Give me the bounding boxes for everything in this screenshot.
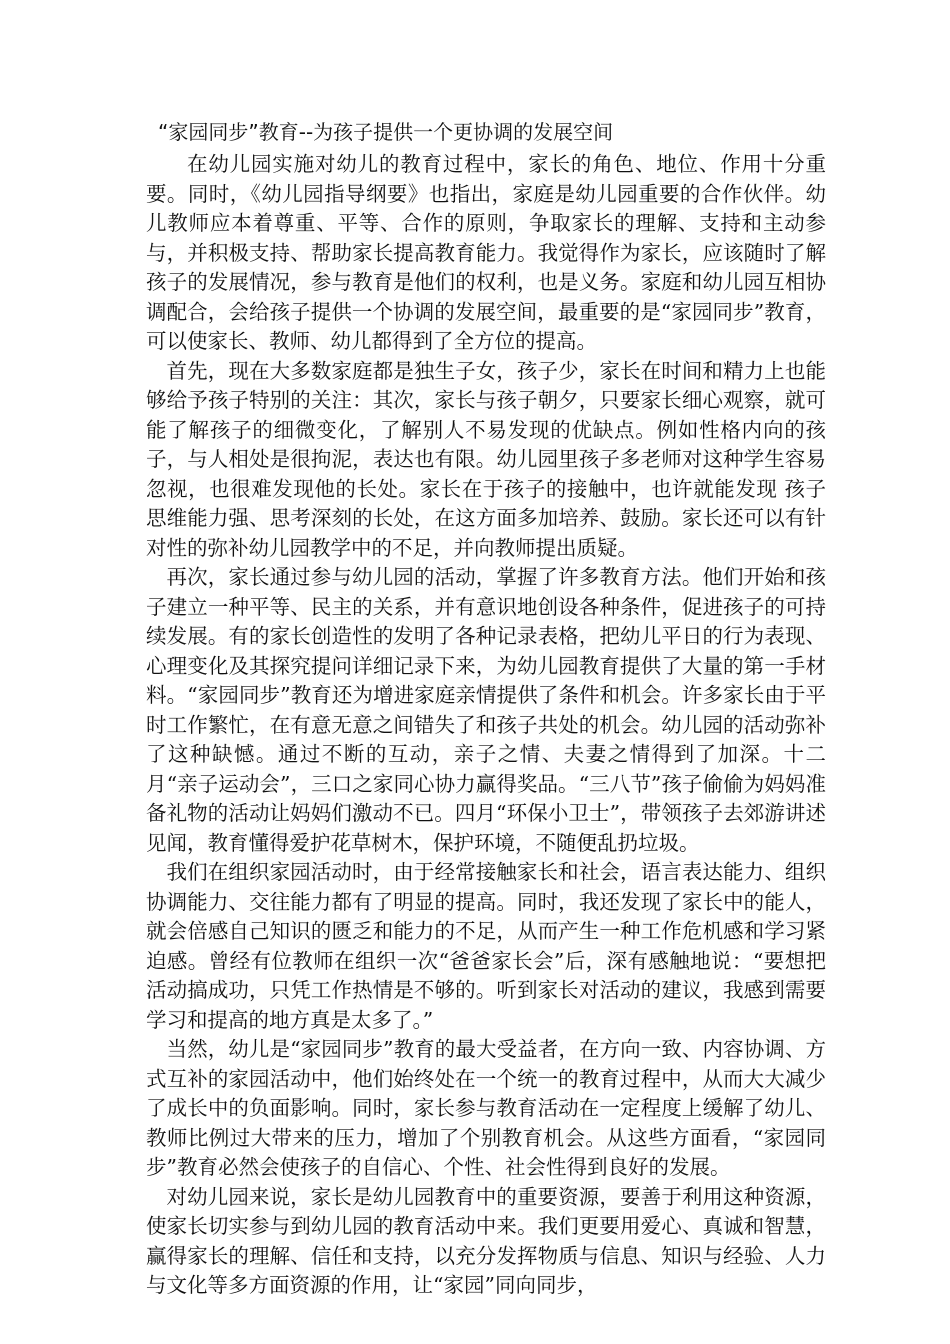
paragraph-child-benefit: 当然，幼儿是“家园同步”教育的最大受益者，在方向一致、内容协调、方式互补的家园活动中，他们始终处在一个统一的教育过程中，从而大大减少了成长中的负面影响。同时，家长参与教育活动在一定程度上缓解了幼儿、教师比例过大带来的压力，增加了个别教育机会。从这些方面看，“家园同步”教育必然会使孩子的自信心、个性、社会性得到良好的发展。 bbox=[146, 1037, 826, 1179]
paragraph-teacher-growth: 我们在组织家园活动时，由于经常接触家长和社会，语言表达能力、组织协调能力、交往能力都有了明显的提高。同时，我还发现了家长中的能人，就会倍感自己知识的匮乏和能力的不足，从而产生一种工作危机感和学习紧迫感。曾经有位教师在组织一次“爸爸家长会”后，深有感触地说：“要想把活动搞成功，只凭工作热情是不够的。听到家长对活动的建议，我感到需要学习和提高的地方真是太多了。” bbox=[146, 860, 826, 1032]
paragraph-kindergarten-view: 对幼儿园来说，家长是幼儿园教育中的重要资源，要善于利用这种资源，使家长切实参与到幼儿园的教育活动中来。我们更要用爱心、真诚和智慧，赢得家长的理解、信任和支持，以充分发挥物质与信息、知识与经验、人力与文化等多方面资源的作用，让“家园”同向同步， bbox=[146, 1184, 826, 1297]
paragraph-first-point: 首先，现在大多数家庭都是独生子女，孩子少，家长在时间和精力上也能够给予孩子特别的关注：其次，家长与孩子朝夕，只要家长细心观察，就可能了解孩子的细微变化，了解别人不易发现的优缺点。例如性格内向的孩子，与人相处是很拘泥，表达也有限。幼儿园里孩子多老师对这种学生容易忽视，也很难发现他的长处。家长在于孩子的接触中，也许就能发现 孩子思维能力强、思考深刻的长处，在这方面多加培养、鼓励。家长还可以有针对性的弥补幼儿园教学中的不足，并向教师提出质疑。 bbox=[146, 358, 826, 560]
paragraph-intro: 在幼儿园实施对幼儿的教育过程中，家长的角色、地位、作用十分重要。同时，《幼儿园指导纲要》也指出，家庭是幼儿园重要的合作伙伴。幼儿教师应本着尊重、平等、合作的原则，争取家长的理解、支持和主动参与，并积极支持、帮助家长提高教育能力。我觉得作为家长，应该随时了解孩子的发展情况，参与教育是他们的权利，也是义务。家庭和幼儿园互相协调配合，会给孩子提供一个协调的发展空间，最重要的是“家园同步”教育，可以使家长、教师、幼儿都得到了全方位的提高。 bbox=[146, 152, 826, 353]
document-title: “家园同步”教育--为孩子提供一个更协调的发展空间 bbox=[158, 120, 614, 144]
paragraph-second-point: 再次，家长通过参与幼儿园的活动，掌握了许多教育方法。他们开始和孩子建立一种平等、民主的关系，并有意识地创设各种条件，促进孩子的可持续发展。有的家长创造性的发明了各种记录表格，把幼儿平日的行为表现、心理变化及其探究提问详细记录下来，为幼儿园教育提供了大量的第一手材料。“家园同步”教育还为增进家庭亲情提供了条件和机会。许多家长由于平时工作繁忙，在有意无意之间错失了和孩子共处的机会。幼儿园的活动弥补了这种缺憾。通过不断的互动，亲子之情、夫妻之情得到了加深。十二月“亲子运动会”，三口之家同心协力赢得奖品。“三八节”孩子偷偷为妈妈准备礼物的活动让妈妈们激动不已。四月“环保小卫士”，带领孩子去郊游讲述见闻，教育懂得爱护花草树木，保护环境，不随便乱扔垃圾。 bbox=[146, 565, 826, 855]
document-page bbox=[146, 118, 826, 1301]
